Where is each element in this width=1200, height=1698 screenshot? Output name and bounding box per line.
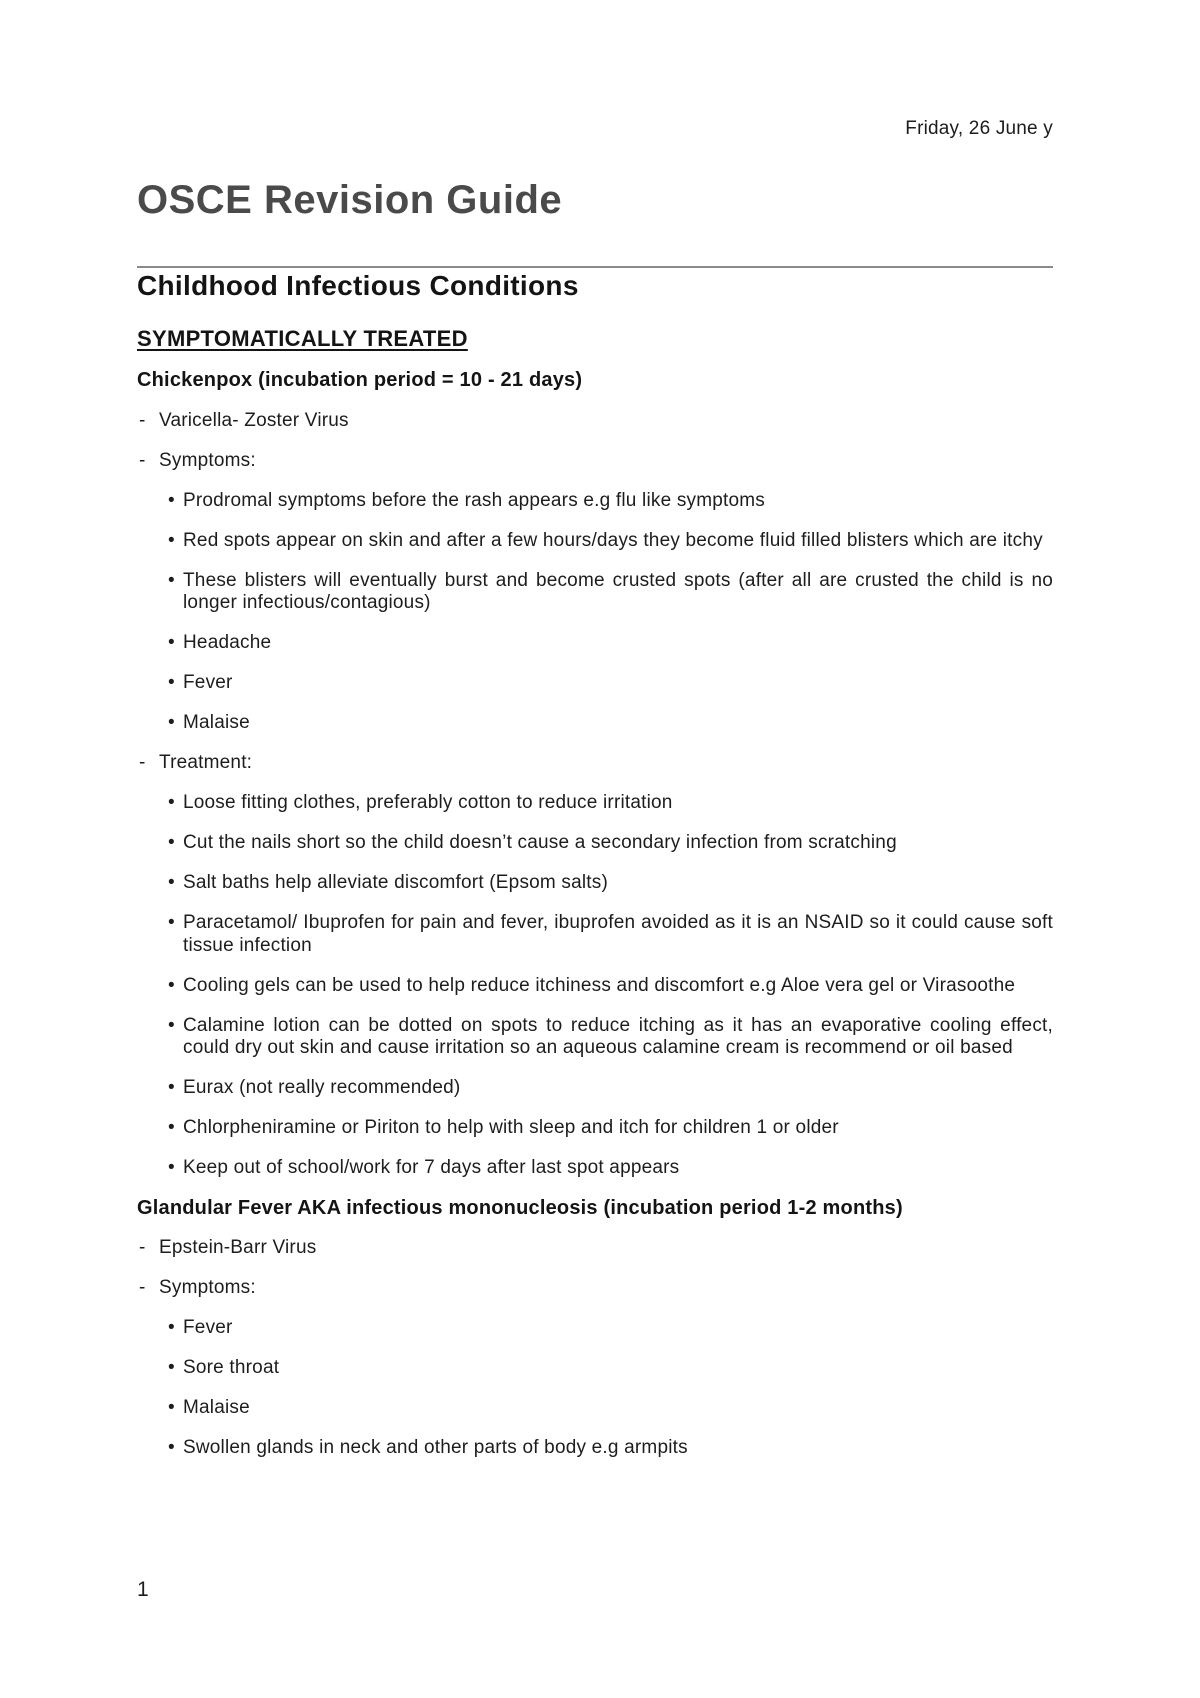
list-item-text: Cooling gels can be used to help reduce itchiness and discomfort e.g Aloe vera gel or Virasoothe	[183, 974, 1016, 996]
list-item-bullet	[137, 1317, 1053, 1340]
list-item-text: Prodromal symptoms before the rash appears e.g flu like symptoms	[183, 489, 765, 511]
dash-marker: -	[139, 449, 146, 471]
list-item-text: Headache	[183, 632, 272, 653]
list-item-dash	[137, 1237, 1053, 1260]
bullet-marker: •	[168, 569, 175, 591]
bullet-marker: •	[168, 712, 175, 733]
list-item-text: Red spots appear on skin and after a few hours/days they become fluid filled blisters which are itchy	[183, 529, 1043, 551]
list-item-text: Paracetamol/ Ibuprofen for pain and fever, ibuprofen avoided as it is an NSAID so it could cause soft tissue infection	[183, 912, 1053, 956]
list-item-text: Salt baths help alleviate discomfort (Epsom salts)	[183, 872, 609, 893]
bullet-marker: •	[168, 1117, 175, 1138]
list-item-bullet	[137, 912, 1053, 957]
document-content	[137, 0, 1053, 1460]
list-item-text: Swollen glands in neck and other parts of body e.g armpits	[183, 1437, 688, 1458]
list-item-bullet	[137, 792, 1053, 815]
list-item-bullet	[137, 712, 1053, 735]
bullet-marker: •	[168, 1357, 175, 1378]
bullet-marker: •	[168, 912, 175, 933]
list-item-text: Malaise	[183, 1397, 250, 1418]
list-item-bullet	[137, 872, 1053, 895]
list-item-text: Symptoms:	[159, 1277, 256, 1298]
document-date: Friday, 26 June y	[905, 118, 1053, 139]
list-item-text: Treatment:	[159, 752, 253, 773]
dash-marker: -	[139, 752, 146, 773]
bullet-marker: •	[168, 489, 175, 511]
condition-heading-glandular-fever: Glandular Fever AKA infectious mononucleosis (incubation period 1-2 months)	[137, 1196, 903, 1219]
condition-heading-chickenpox: Chickenpox (incubation period = 10 - 21 days)	[137, 369, 583, 391]
bullet-marker: •	[168, 974, 175, 996]
bullet-marker: •	[168, 792, 175, 813]
dash-marker: -	[139, 409, 146, 431]
dash-marker: -	[139, 1277, 146, 1298]
bullet-marker: •	[168, 872, 175, 893]
list-item-bullet	[137, 1157, 1053, 1180]
list-item-text: Epstein-Barr Virus	[159, 1237, 317, 1258]
bullet-marker: •	[168, 632, 175, 653]
list-item-dash	[137, 450, 1053, 473]
list-item-text: Keep out of school/work for 7 days after last spot appears	[183, 1157, 680, 1178]
bullet-marker: •	[168, 1077, 175, 1098]
list-item-text: Varicella- Zoster Virus	[159, 409, 349, 431]
list-item-dash	[137, 1277, 1053, 1300]
list-item-text: Cut the nails short so the child doesn’t cause a secondary infection from scratching	[183, 832, 897, 853]
list-item-text: Fever	[183, 1317, 233, 1338]
list-item-bullet	[137, 672, 1053, 695]
list-item-bullet	[137, 1117, 1053, 1140]
bullet-marker: •	[168, 1437, 175, 1458]
list-item-text: Malaise	[183, 712, 250, 733]
page-number: 1	[137, 1578, 149, 1601]
bullet-marker: •	[168, 1014, 175, 1036]
list-item-bullet	[137, 490, 1053, 513]
list-item-dash	[137, 410, 1053, 433]
list-item-bullet	[137, 1015, 1053, 1060]
bullet-marker: •	[168, 1397, 175, 1418]
list-item-bullet	[137, 975, 1053, 998]
list-item-text: Fever	[183, 672, 233, 693]
list-item-text: Eurax (not really recommended)	[183, 1077, 461, 1098]
list-item-text: Sore throat	[183, 1357, 280, 1378]
bullet-marker: •	[168, 832, 175, 853]
horizontal-rule	[137, 266, 1053, 268]
list-item-bullet	[137, 570, 1053, 615]
list-item-text: Chlorpheniramine or Piriton to help with sleep and itch for children 1 or older	[183, 1117, 839, 1138]
list-item-bullet	[137, 1357, 1053, 1380]
list-item-bullet	[137, 1077, 1053, 1100]
section-heading: Childhood Infectious Conditions	[137, 270, 579, 301]
list-item-bullet	[137, 1397, 1053, 1420]
bullet-marker: •	[168, 529, 175, 551]
subsection-heading: SYMPTOMATICALLY TREATED	[137, 326, 468, 351]
list-item-text: Symptoms:	[159, 449, 256, 471]
bullet-marker: •	[168, 1317, 175, 1338]
list-item-dash	[137, 752, 1053, 775]
list-item-text: Loose fitting clothes, preferably cotton to reduce irritation	[183, 792, 673, 813]
list-item-text: Calamine lotion can be dotted on spots to reduce itching as it has an evaporative cooling effect, could dry out skin and cause irritation so an aqueous calamine cream is recommend or oil based	[183, 1014, 1053, 1058]
list-item-bullet	[137, 832, 1053, 855]
bullet-marker: •	[168, 1157, 175, 1178]
list-item-bullet	[137, 1437, 1053, 1460]
dash-marker: -	[139, 1237, 146, 1258]
document-title: OSCE Revision Guide	[137, 178, 563, 222]
list-item-bullet	[137, 530, 1053, 553]
list-item-text: These blisters will eventually burst and become crusted spots (after all are crusted the child is no longer infectious/contagious)	[183, 569, 1053, 613]
bullet-marker: •	[168, 672, 175, 693]
list-item-bullet	[137, 632, 1053, 655]
